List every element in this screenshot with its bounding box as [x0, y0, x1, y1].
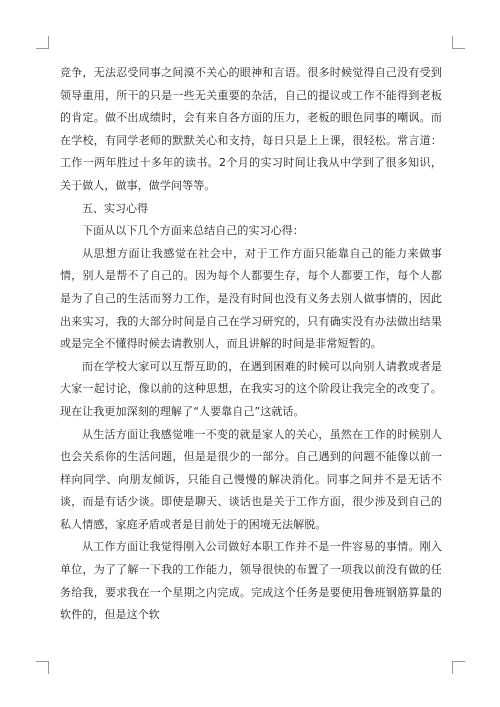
- crop-mark-bottom-right: [452, 661, 465, 674]
- paragraph-continued: 竞争，无法忍受同事之间漠不关心的眼神和言语。很多时候觉得自己没有受到领导重用，所干的只是一些无关重要的杂活，自己的提议或工作不能得到老板的肯定。做不出成绩时，会有来自各方面的压力，老板的眼色同事的嘲讽。而在学校，有同学老师的默默关心和支持，每日只是上上课，很轻松。常言道：工作一两年胜过十多年的读书。2个月的实习时间让我从中学到了很多知识，关于做人，做事，做学问等等。: [60, 66, 442, 192]
- paragraph-thought: 从思想方面让我感觉在社会中，对于工作方面只能靠自己的能力来做事情，别人是帮不了自己的。因为每个人都要生存，每个人都要工作，每个人都是为了自己的生活而努力工作，是没有时间也没有义务去别人做事情的，因此出来实习，我的大部分时间是自己在学习研究的，只有确实没有办法做出结果或是完全不懂得时候去请教别人，而且讲解的时间是非常短暂的。: [60, 246, 442, 351]
- paragraph-school: 而在学校大家可以互帮互助的，在遇到困难的时候可以向别人请教或者是大家一起讨论，像以前的这种思想，在我实习的这个阶段让我完全的改变了。现在让我更加深刻的理解了“人要靠自己”这就话。: [60, 359, 442, 418]
- crop-mark-top-right: [452, 36, 465, 49]
- crop-mark-top-left: [36, 36, 49, 49]
- paragraph-work: 从工作方面让我觉得刚入公司做好本职工作并不是一件容易的事情。刚入单位，为了了解一下我的工作能力，领导很快的布置了一项我以前没有做的任务给我，要求我在一个星期之内完成。完成这个任务是要使用鲁班钢筋算量的软件的，但是这个软: [60, 540, 442, 622]
- section-heading: 五、实习心得: [82, 201, 148, 215]
- crop-mark-bottom-left: [36, 661, 49, 674]
- document-body: [60, 62, 442, 627]
- paragraph-life: 从生活方面让我感觉唯一不变的就是家人的关心，虽然在工作的时候别人也会关系你的生活问题，但是是很少的一部分。自己遇到的问题不能像以前一样向同学、向朋友倾诉，只能自己慢慢的解决消化。同事之间并不是无话不谈，而是有话少谈。即使是聊天、谈话也是关于工作方面，很少涉及到自己的私人情感，家庭矛盾或者是目前处于的困境无法解脱。: [60, 427, 442, 531]
- paragraph-intro: 下面从以下几个方面来总结自己的实习心得：: [82, 224, 304, 238]
